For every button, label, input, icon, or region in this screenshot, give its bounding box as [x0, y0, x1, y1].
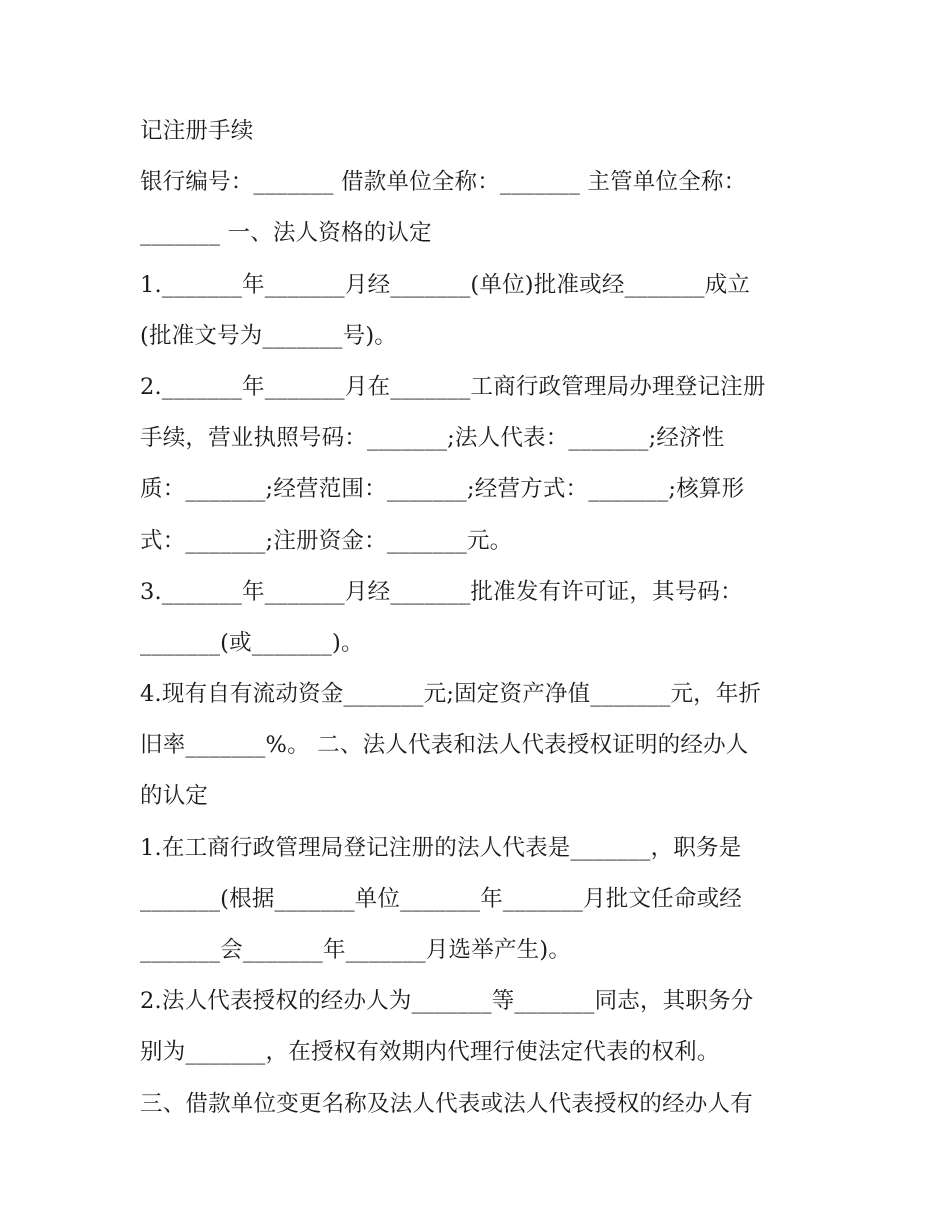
- text-line: _______(根据_______单位_______年_______月批文任命或经: [140, 885, 742, 912]
- text-line: 质：_______;经营范围：_______;经营方式：_______;核算形: [140, 476, 745, 503]
- document-body: [140, 106, 820, 1130]
- text-line: 2.法人代表授权的经办人为_______等_______同志，其职务分: [140, 988, 754, 1015]
- text-line: 的认定: [140, 783, 209, 810]
- text-line: (批准文号为_______号)。: [140, 322, 398, 349]
- text-line: 旧率_______%。 二、法人代表和法人代表授权证明的经办人: [140, 732, 749, 759]
- text-line: 别为_______，在授权有效期内代理行使法定代表的权利。: [140, 1039, 720, 1066]
- text-line: 手续，营业执照号码：_______;法人代表：_______;经济性: [140, 425, 725, 452]
- text-line: 式：_______;注册资金：_______元。: [140, 527, 513, 554]
- text-line: 1._______年_______月经_______(单位)批准或经_______成立: [140, 271, 751, 298]
- text-line: _______ 一、法人资格的认定: [140, 220, 432, 247]
- text-line: 记注册手续: [140, 118, 254, 144]
- text-line: 三、借款单位变更名称及法人代表或法人代表授权的经办人有: [140, 1090, 753, 1117]
- text-line: 2._______年_______月在_______工商行政管理局办理登记注册: [140, 373, 766, 400]
- text-line: 银行编号：_______ 借款单位全称：_______ 主管单位全称：: [140, 169, 747, 196]
- text-line: _______(或_______)。: [140, 629, 364, 656]
- text-line: _______会_______年_______月选举产生)。: [140, 937, 572, 963]
- text-line: 1.在工商行政管理局登记注册的法人代表是_______，职务是: [140, 834, 742, 861]
- text-line: 3._______年_______月经_______批准发有许可证，其号码：: [140, 578, 743, 605]
- text-line: 4.现有自有流动资金_______元;固定资产净值_______元，年折: [140, 681, 762, 708]
